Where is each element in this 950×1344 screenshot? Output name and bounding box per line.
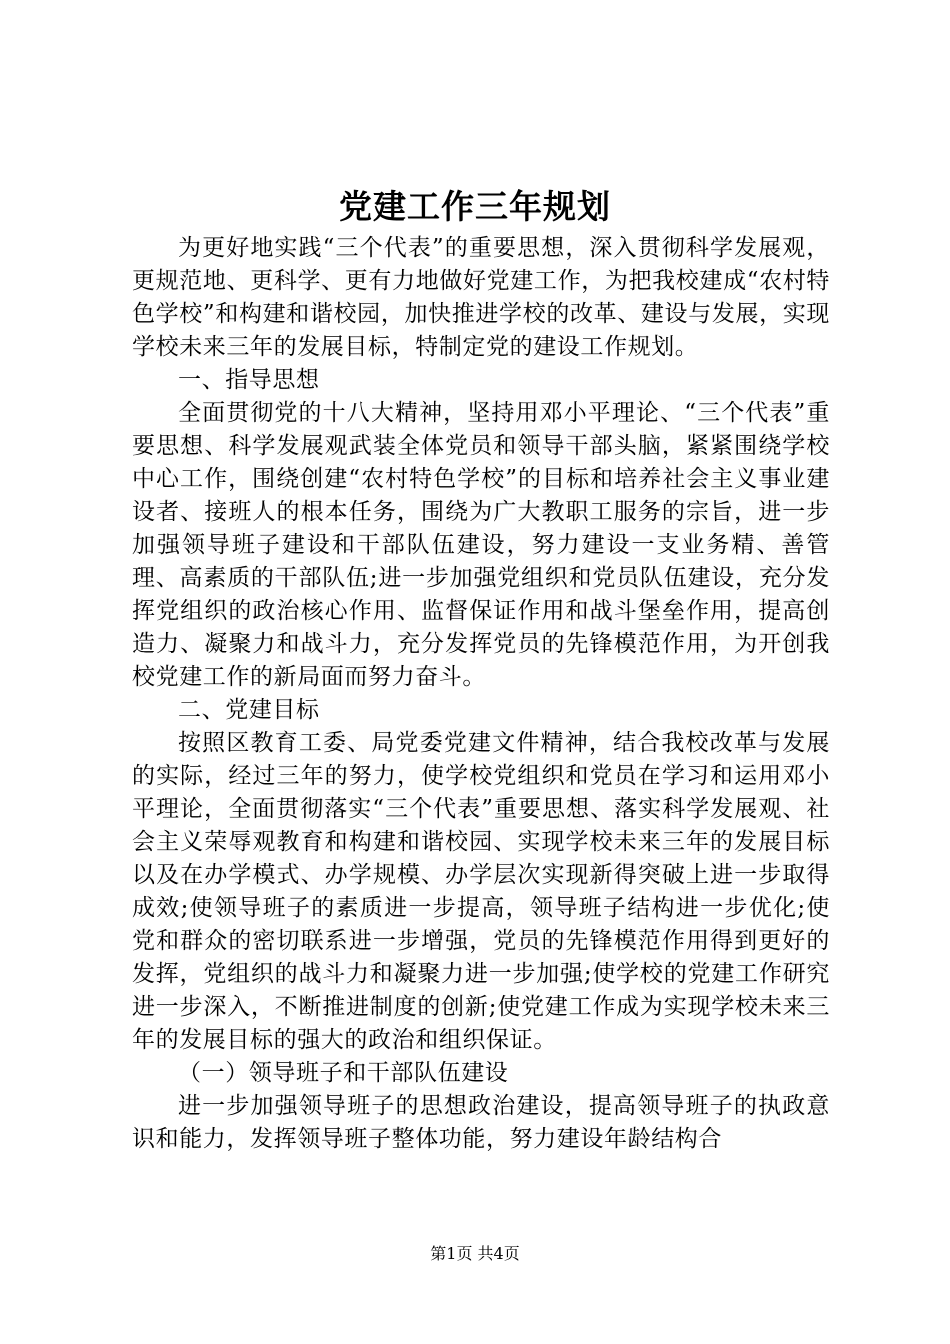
intro-paragraph: 为更好地实践“三个代表”的重要思想，深入贯彻科学发展观，更规范地、更科学、更有力地做好党建工作，为把我校建成“农村特色学校”和构建和谐校园，加快推进学校的改革、建设与发展，实现学校未来三年的发展目标，特制定党的建设工作规划。 [132,235,830,360]
party-goals-paragraph: 按照区教育工委、局党委党建文件精神，结合我校改革与发展的实际，经过三年的努力，使学校党组织和党员在学习和运用邓小平理论，全面贯彻落实“三个代表”重要思想、落实科学发展观、社会主义荣辱观教育和构建和谐校园、实现学校未来三年的发展目标以及在办学模式、办学规模、办学层次实现新得突破上进一步取得成效;使领导班子的素质进一步提高，领导班子结构进一步优化;使党和群众的密切联系进一步增强，党员的先锋模范作用得到更好的发挥，党组织的战斗力和凝聚力进一步加强;使学校的党建工作研究进一步深入，不断推进制度的创新;使党建工作成为实现学校未来三年的发展目标的强大的政治和组织保证。 [132,730,830,1053]
section-heading-party-goals: 二、党建目标 [178,697,320,723]
document-body [132,232,830,1156]
leadership-paragraph: 进一步加强领导班子的思想政治建设，提高领导班子的执政意识和能力，发挥领导班子整体功能，努力建设年龄结构合 [132,1093,830,1152]
guiding-ideology-paragraph: 全面贯彻党的十八大精神，坚持用邓小平理论、“三个代表”重要思想、科学发展观武装全体党员和领导干部头脑，紧紧围绕学校中心工作，围绕创建“农村特色学校”的目标和培养社会主义事业建设者、接班人的根本任务，围绕为广大教职工服务的宗旨，进一步加强领导班子建设和干部队伍建设，努力建设一支业务精、善管理、高素质的干部队伍;进一步加强党组织和党员队伍建设，充分发挥党组织的政治核心作用、监督保证作用和战斗堡垒作用，提高创造力、凝聚力和战斗力，充分发挥党员的先锋模范作用，为开创我校党建工作的新局面而努力奋斗。 [132,400,830,690]
document-title: 党建工作三年规划 [339,187,611,226]
page-footer: 第1页 共4页 [430,1244,520,1263]
subsection-heading-leadership: （一）领导班子和干部队伍建设 [178,1060,509,1086]
section-heading-guiding-ideology: 一、指导思想 [178,367,320,393]
